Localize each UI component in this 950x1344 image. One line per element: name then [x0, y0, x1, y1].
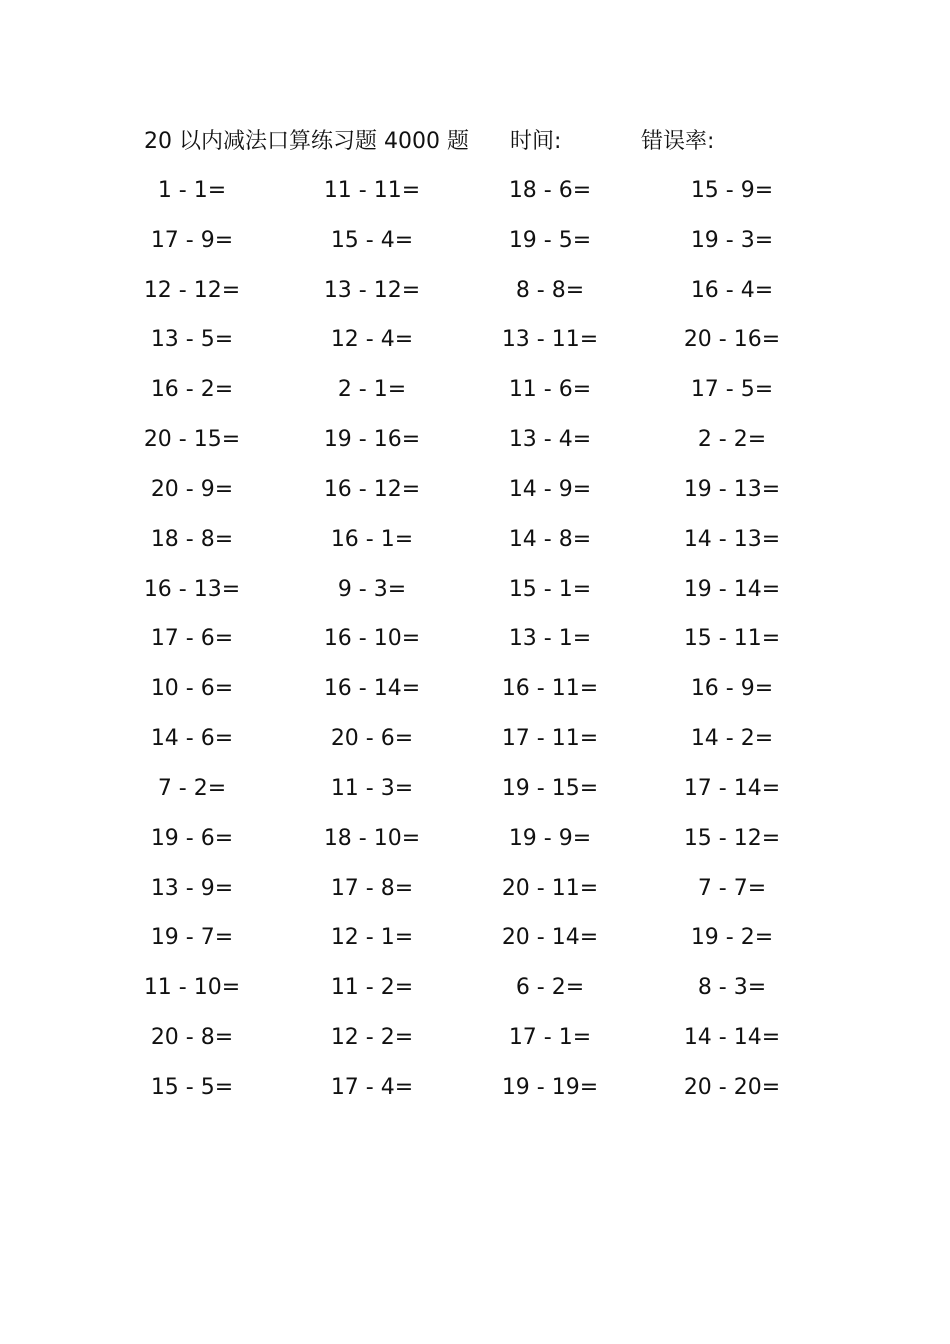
problem-item: 16 - 1= [330, 526, 414, 552]
problem-item: 9 - 3= [337, 576, 407, 602]
problem-item: 19 - 16= [323, 427, 421, 453]
problem-item: 2 - 2= [697, 427, 767, 453]
problem-item: 11 - 6= [508, 377, 592, 403]
problem-row [0, 668, 950, 718]
problem-item: 19 - 14= [683, 576, 781, 602]
problem-item: 20 - 9= [150, 476, 234, 502]
problem-item: 11 - 2= [330, 975, 414, 1001]
problem-item: 7 - 7= [697, 875, 767, 901]
problem-item: 13 - 1= [508, 626, 592, 652]
problem-item: 15 - 1= [508, 576, 592, 602]
time-label: 时间: [510, 129, 562, 154]
problem-item: 12 - 2= [330, 1025, 414, 1051]
problem-row [0, 818, 950, 868]
problem-item: 10 - 6= [150, 676, 234, 702]
problem-item: 12 - 1= [330, 925, 414, 951]
problem-item: 14 - 6= [150, 726, 234, 752]
problem-item: 15 - 5= [150, 1074, 234, 1100]
problem-row [0, 967, 950, 1017]
problem-item: 16 - 9= [690, 676, 774, 702]
problem-row [0, 270, 950, 320]
problem-row [0, 569, 950, 619]
problem-item: 19 - 3= [690, 227, 774, 253]
problem-row [0, 170, 950, 220]
problem-item: 19 - 2= [690, 925, 774, 951]
problem-item: 13 - 9= [150, 875, 234, 901]
error-rate-label: 错误率: [641, 129, 715, 154]
problem-item: 15 - 11= [683, 626, 781, 652]
problem-item: 14 - 14= [683, 1025, 781, 1051]
problem-item: 18 - 6= [508, 178, 592, 203]
problem-row [0, 469, 950, 519]
problem-grid [0, 170, 950, 1117]
problem-item: 11 - 11= [323, 178, 421, 203]
problem-item: 8 - 8= [515, 277, 585, 303]
problem-item: 20 - 16= [683, 327, 781, 353]
problem-item: 19 - 13= [683, 476, 781, 502]
problem-item: 17 - 8= [330, 875, 414, 901]
problem-item: 14 - 8= [508, 526, 592, 552]
problem-row [0, 319, 950, 369]
problem-item: 18 - 8= [150, 526, 234, 552]
problem-item: 17 - 11= [501, 726, 599, 752]
problem-item: 20 - 6= [330, 726, 414, 752]
problem-item: 13 - 4= [508, 427, 592, 453]
problem-item: 20 - 20= [683, 1074, 781, 1100]
problem-row [0, 868, 950, 918]
problem-item: 15 - 9= [690, 178, 774, 203]
problem-item: 14 - 13= [683, 526, 781, 552]
worksheet-header [0, 124, 950, 160]
problem-item: 19 - 9= [508, 825, 592, 851]
problem-item: 17 - 9= [150, 227, 234, 253]
problem-item: 11 - 10= [143, 975, 241, 1001]
problem-item: 2 - 1= [337, 377, 407, 403]
problem-item: 16 - 11= [501, 676, 599, 702]
problem-item: 20 - 14= [501, 925, 599, 951]
problem-item: 8 - 3= [697, 975, 767, 1001]
problem-item: 19 - 15= [501, 775, 599, 801]
problem-row [0, 618, 950, 668]
problem-item: 17 - 14= [683, 775, 781, 801]
problem-item: 17 - 5= [690, 377, 774, 403]
problem-item: 14 - 2= [690, 726, 774, 752]
problem-row [0, 369, 950, 419]
worksheet-title: 20 以内减法口算练习题 4000 题 [144, 129, 469, 154]
problem-item: 12 - 12= [143, 277, 241, 303]
problem-item: 20 - 11= [501, 875, 599, 901]
problem-item: 17 - 4= [330, 1074, 414, 1100]
problem-item: 1 - 1= [157, 178, 227, 203]
problem-item: 13 - 12= [323, 277, 421, 303]
problem-item: 20 - 8= [150, 1025, 234, 1051]
problem-row [0, 917, 950, 967]
problem-item: 14 - 9= [508, 476, 592, 502]
problem-item: 18 - 10= [323, 825, 421, 851]
problem-item: 6 - 2= [515, 975, 585, 1001]
problem-item: 16 - 4= [690, 277, 774, 303]
problem-item: 19 - 7= [150, 925, 234, 951]
problem-item: 11 - 3= [330, 775, 414, 801]
problem-item: 13 - 11= [501, 327, 599, 353]
problem-item: 16 - 10= [323, 626, 421, 652]
problem-row [0, 1017, 950, 1067]
problem-row [0, 220, 950, 270]
problem-item: 15 - 12= [683, 825, 781, 851]
problem-item: 15 - 4= [330, 227, 414, 253]
problem-item: 17 - 6= [150, 626, 234, 652]
problem-row [0, 519, 950, 569]
problem-item: 13 - 5= [150, 327, 234, 353]
problem-item: 16 - 2= [150, 377, 234, 403]
problem-item: 16 - 14= [323, 676, 421, 702]
problem-item: 16 - 12= [323, 476, 421, 502]
problem-row [0, 768, 950, 818]
problem-item: 20 - 15= [143, 427, 241, 453]
problem-item: 7 - 2= [157, 775, 227, 801]
problem-row [0, 718, 950, 768]
problem-item: 19 - 6= [150, 825, 234, 851]
problem-item: 19 - 5= [508, 227, 592, 253]
problem-row [0, 419, 950, 469]
problem-row [0, 1067, 950, 1117]
problem-item: 12 - 4= [330, 327, 414, 353]
problem-item: 16 - 13= [143, 576, 241, 602]
problem-item: 17 - 1= [508, 1025, 592, 1051]
problem-item: 19 - 19= [501, 1074, 599, 1100]
